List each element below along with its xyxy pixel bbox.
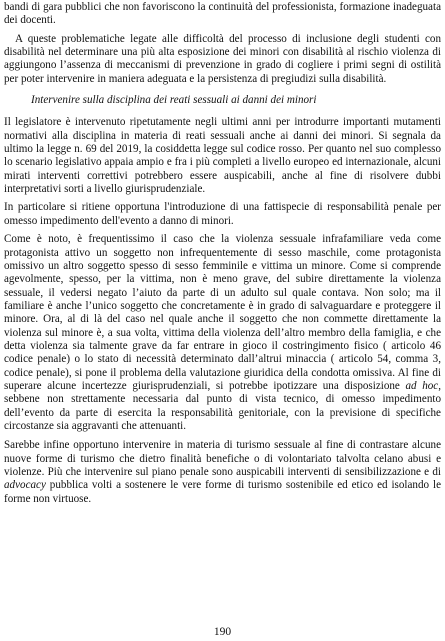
- page-content: [4, 1, 441, 511]
- paragraph-legislator: [4, 116, 441, 196]
- paragraph-text: bandi di gara pubblici che non favoriscono la continuità del professionista, formazione inadeguata dei docenti.: [4, 1, 441, 27]
- paragraph-omission-liability: [4, 201, 441, 228]
- page-number: 190: [213, 626, 232, 638]
- paragraph-text: In particolare si ritiene opportuna l'introduzione di una fattispecie di responsabilità penale per omesso impedimento dell'evento a danno di minori.: [4, 201, 441, 227]
- paragraph-text: , sebbene non strettamente necessaria dal punto di vista tecnico, di omesso impedimento dell’evento da parte di esercita la responsabilità genitoriale, con la previsione di specifiche circostanze sia aggravanti che attenuanti.: [4, 379, 442, 432]
- paragraph-text: Come è noto, è frequentissimo il caso che la violenza sessuale infrafamiliare veda come protagonista attivo un soggetto non infrequentemente di sesso maschile, come protagonista omissivo un altro soggetto spesso di sesso femminile e vittima un minore. Come si comprende agevolmente, spesso, per la vittima, non è meno grave, del subire direttamente la violenza sessuale, il vedersi negato l’aiuto da parte di un adulto sul quale contava. Non solo; ma il familiare è anche l’unico soggetto che concretamente è in grado di salvaguardare e proteggere il minore. Ora, al di là del caso nel quale anche il soggetto che non commette direttamente la violenza sul minore è, a sua volta, vittima della violenza dell’altro membro della famiglia, e che detta violenza sia talmente grave da far entrare in gioco il costringimento fisico ( articolo 46 codice penale) o lo stato di necessità determinato dall’altrui minaccia ( articolo 54, comma 3, codice penale), si pone il problema della valutazione giuridica della condotta omissiva. Al fine di superare alcune incertezze giurisprudenziali, si potrebbe ipotizzare una disposizione: [4, 233, 441, 392]
- paragraph-intro-continuation: [4, 1, 441, 28]
- paragraph-text: pubblica volti a sostenere le vere forme di turismo sostenibile ed etico ed isolando le forme non virtuose.: [4, 479, 441, 505]
- paragraph-sex-tourism: [4, 439, 441, 506]
- paragraph-text: Sarebbe infine opportuno intervenire in materia di turismo sessuale al fine di contrastare alcune nuove forme di turismo che dietro finalità benefiche o di volontariato talvolta celano abusi e violenze. Più che intervenire sul piano penale sono auspicabili interventi di sensibilizzazione e di: [4, 439, 441, 478]
- italic-term-ad-hoc: ad hoc: [405, 379, 439, 392]
- paragraph-text: A queste problematiche legate alle difficoltà del processo di inclusione degli studenti con disabilità nel determinare una più alta esposizione dei minori con disabilità al rischio violenza di aggiungono l’assenza di meccanismi di prevenzione in grado di cogliere i primi segni di ostilità per poter intervenire in maniera adeguata e la persistenza di pregiudizi sulla disabilità.: [4, 32, 441, 85]
- paragraph-disability-risks: [4, 33, 441, 86]
- section-heading: Intervenire sulla disciplina dei reati sessuali ai danni dei minori: [31, 94, 317, 107]
- paragraph-domestic-violence: [4, 233, 441, 433]
- paragraph-text: Il legislatore è intervenuto ripetutamente negli ultimi anni per introdurre importanti mutamenti normativi alla disciplina in materia di reati sessuali anche ai danni dei minori. Si segnala da ultimo la legge n. 69 del 2019, la cosiddetta legge sul codice rosso. Per quanto nel suo complesso lo scenario legislativo appaia ampio e fra i più completi a livello europeo ed internazionale, alcuni mirati interventi correttivi potrebbero essere auspicabili, anche al fine di risolvere dubbi interpretativi sorti a livello giurisprudenziale.: [4, 116, 441, 196]
- italic-term-advocacy: advocacy: [4, 479, 46, 492]
